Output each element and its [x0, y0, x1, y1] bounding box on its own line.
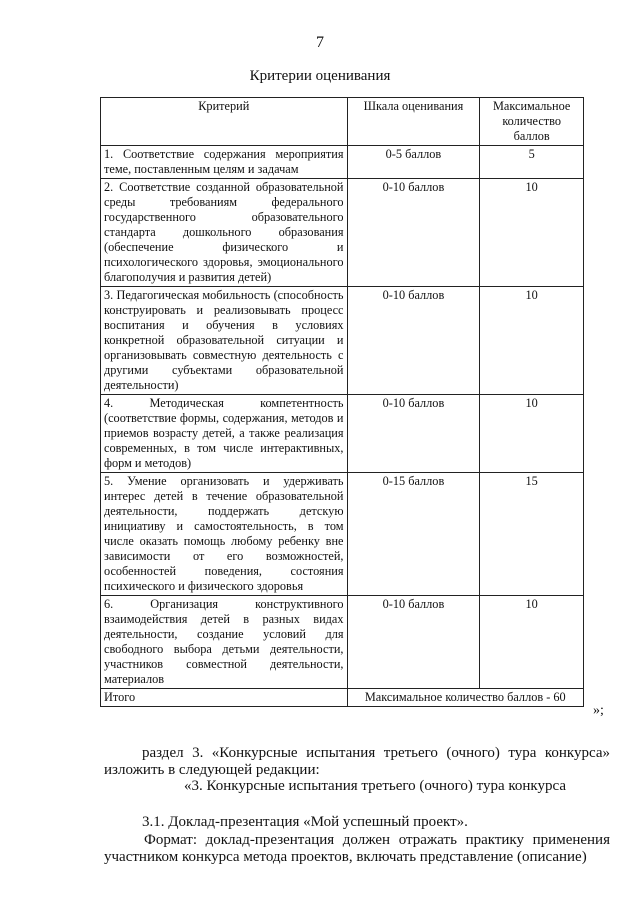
table-row	[101, 146, 584, 179]
paragraph-subsection-3-1: 3.1. Доклад-презентация «Мой успешный проект».	[142, 814, 468, 830]
criteria-table	[100, 97, 584, 707]
table-row	[101, 179, 584, 287]
criterion-cell: 3. Педагогическая мобильность (способность конструировать и реализовывать процесс воспитания и обучения в условиях конкретной образовательной ситуации и организовывать совместную деятельность с другими субъектами образовательной деятельности)	[101, 287, 348, 395]
criterion-cell: 2. Соответствие созданной образовательной среды требованиям федерального государственного образовательного стандарта дошкольного образования (обеспечение физического и психологического здоровья, эмоционального благополучия и развития детей)	[101, 179, 348, 287]
header-max-points: Максимальное количество баллов	[480, 98, 584, 146]
header-criterion: Критерий	[101, 98, 348, 146]
scale-cell: 0-5 баллов	[347, 146, 480, 179]
table-header-row	[101, 98, 584, 146]
max-cell: 10	[480, 395, 584, 473]
criterion-cell: 1. Соответствие содержания мероприятия теме, поставленным целям и задачам	[101, 146, 348, 179]
closing-quote-mark: »;	[593, 703, 604, 718]
section-title: Критерии оценивания	[249, 68, 391, 84]
criterion-cell: 6. Организация конструктивного взаимодействия детей в разных видах деятельности, создание условий для свободного выбора детьми деятельности, участников совместной деятельности, материалов	[101, 596, 348, 689]
scale-cell: 0-10 баллов	[347, 596, 480, 689]
table-row	[101, 395, 584, 473]
scale-cell: 0-10 баллов	[347, 395, 480, 473]
scale-cell: 0-10 баллов	[347, 287, 480, 395]
max-cell: 10	[480, 596, 584, 689]
criterion-cell: 4. Методическая компетентность (соответствие формы, содержания, методов и приемов возрасту детей, а также реализация современных, в том числе интерактивных, форм и методов)	[101, 395, 348, 473]
max-cell: 5	[480, 146, 584, 179]
paragraph-format: Формат: доклад-презентация должен отражать практику применения участником конкурса метода проектов, включать представление (описание)	[104, 832, 610, 865]
paragraph-section-3-heading: «3. Конкурсные испытания третьего (очного) тура конкурса	[184, 778, 566, 794]
scale-cell: 0-15 баллов	[347, 473, 480, 596]
page-number: 7	[316, 34, 324, 51]
max-cell: 10	[480, 179, 584, 287]
header-scale: Шкала оценивания	[347, 98, 480, 146]
max-cell: 15	[480, 473, 584, 596]
scale-cell: 0-10 баллов	[347, 179, 480, 287]
max-cell: 10	[480, 287, 584, 395]
table-row	[101, 596, 584, 689]
table-row	[101, 473, 584, 596]
total-row	[101, 689, 584, 707]
paragraph-section-3: раздел 3. «Конкурсные испытания третьего (очного) тура конкурса» изложить в следующей редакции:	[104, 745, 610, 778]
total-value: Максимальное количество баллов - 60	[347, 689, 583, 707]
table-row	[101, 287, 584, 395]
total-label: Итого	[101, 689, 348, 707]
criterion-cell: 5. Умение организовать и удерживать интерес детей в течение образовательной деятельности, поддержать детскую инициативу и самостоятельность, в том числе оказать помощь любому ребенку вне зависимости от его возможностей, особенностей поведения, состояния психического и физического здоровья	[101, 473, 348, 596]
